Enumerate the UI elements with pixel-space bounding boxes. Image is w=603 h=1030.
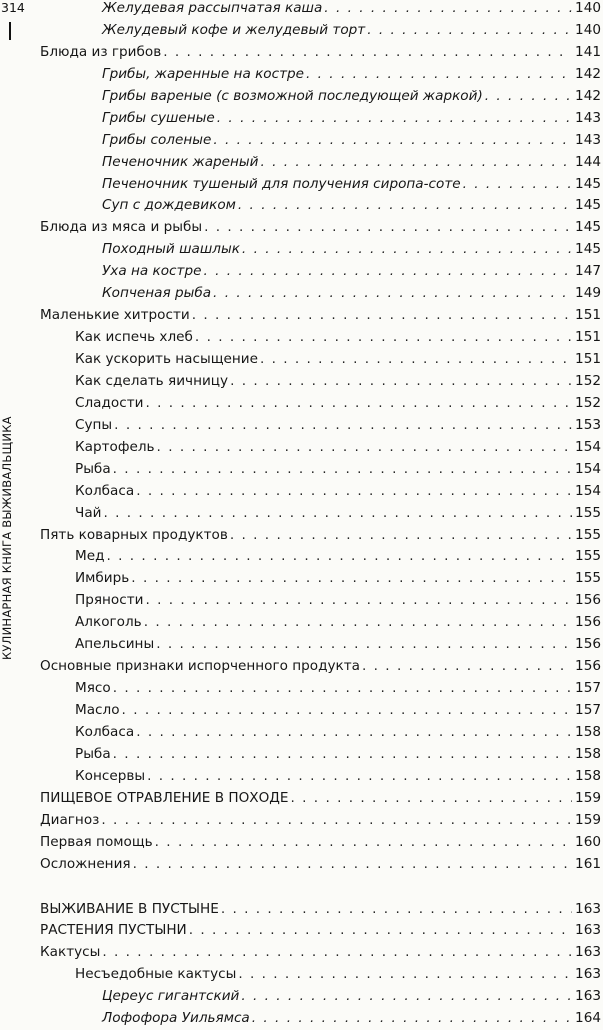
toc-entry-page: 158 [575, 745, 601, 762]
toc-entry-page: 156 [575, 592, 601, 609]
toc-entry-title: Печеночник жареный [102, 153, 259, 170]
dot-leader [261, 152, 573, 174]
toc-entry[interactable] [40, 590, 601, 612]
toc-entry[interactable] [40, 415, 601, 437]
toc-entry-page: 144 [575, 153, 601, 170]
toc-entry-page: 142 [575, 65, 601, 82]
toc-entry-page: 155 [575, 526, 601, 543]
dot-leader [189, 920, 572, 942]
dot-leader [192, 305, 572, 327]
toc-entry[interactable] [40, 634, 601, 656]
toc-entry-page: 151 [575, 329, 601, 346]
dot-leader [362, 656, 572, 678]
dot-leader [113, 744, 572, 766]
toc-entry-title: Масло [75, 702, 120, 718]
toc-entry[interactable] [40, 700, 601, 722]
dot-leader [195, 327, 572, 349]
toc-entry[interactable] [40, 810, 601, 832]
toc-entry[interactable] [40, 899, 601, 921]
dot-leader [367, 20, 572, 42]
toc-entry-title: Супы [75, 416, 113, 433]
toc-entry[interactable] [40, 239, 601, 261]
toc-entry[interactable] [40, 459, 601, 481]
toc-entry-page: 140 [575, 0, 601, 16]
toc-entry-page: 158 [575, 767, 601, 784]
toc-entry-page: 163 [575, 966, 601, 983]
toc-entry-page: 157 [575, 680, 601, 697]
toc-entry[interactable] [40, 64, 601, 86]
toc-entry-title: Чай [75, 504, 102, 521]
toc-entry-page: 163 [575, 944, 601, 961]
dot-leader [242, 239, 572, 261]
toc-entry-page: 145 [575, 241, 601, 258]
toc-entry[interactable] [40, 283, 601, 305]
toc-entry-title: Несъедобные кактусы [75, 966, 237, 983]
dot-leader [163, 42, 572, 64]
toc-entry-title: Уха на костре [102, 263, 202, 280]
toc-entry[interactable] [40, 349, 601, 371]
margin-rule [9, 22, 11, 40]
toc-entry[interactable] [40, 20, 601, 42]
dot-leader [114, 415, 572, 437]
toc-entry[interactable] [40, 612, 601, 634]
toc-entry-title: Грибы соленые [102, 131, 212, 148]
dot-leader [217, 108, 572, 130]
toc-entry-title: Цереус гигантский [102, 988, 240, 1005]
toc-entry-page: 152 [575, 372, 601, 389]
toc-entry[interactable] [40, 986, 601, 1008]
dot-leader [156, 634, 572, 656]
dot-leader [102, 942, 572, 964]
toc-entry[interactable] [40, 327, 601, 349]
toc-entry[interactable] [40, 130, 601, 152]
toc-entry-page: 152 [575, 394, 601, 411]
toc-entry-title: Печеночник тушеный для получения сиропа-соте [102, 175, 461, 192]
toc-entry[interactable] [40, 964, 601, 986]
toc-entry-page: 157 [575, 702, 601, 718]
toc-entry-title: Рыба [75, 460, 111, 477]
dot-leader [113, 678, 572, 700]
toc-entry[interactable] [40, 722, 601, 744]
toc-entry-page: 141 [575, 43, 601, 60]
toc-entry-page: 163 [575, 922, 601, 939]
toc-entry-page: 154 [575, 482, 601, 499]
toc-entry[interactable] [40, 788, 601, 810]
toc-entry-title: Основные признаки испорченного продукта [40, 658, 361, 675]
toc-entry-title: Маленькие хитрости [40, 307, 190, 324]
toc-entry-title: Походный шашлык [102, 241, 240, 258]
toc-entry-title: Консервы [75, 767, 146, 784]
toc-entry-title: Картофель [75, 438, 155, 455]
toc-entry-title: Мед [75, 548, 105, 565]
dot-leader [238, 964, 572, 986]
toc-entry[interactable] [40, 832, 601, 854]
toc-entry[interactable] [40, 744, 601, 766]
toc-entry-title: Алкоголь [75, 614, 142, 631]
toc-entry-page: 158 [575, 723, 601, 740]
toc-entry-page: 155 [575, 548, 601, 565]
toc-entry-page: 145 [575, 197, 601, 214]
dot-leader [306, 64, 572, 86]
toc-entry-page: 154 [575, 460, 601, 477]
page-margin [0, 0, 32, 1000]
toc-entry[interactable] [40, 1008, 601, 1030]
toc-entry[interactable] [40, 305, 601, 327]
toc-entry[interactable] [40, 195, 601, 217]
toc-entry[interactable] [40, 108, 601, 130]
dot-leader [260, 349, 572, 371]
toc-entry[interactable] [40, 393, 601, 415]
dot-leader [238, 195, 572, 217]
toc-entry[interactable] [40, 942, 601, 964]
toc-entry-title: Как испечь хлеб [75, 329, 193, 346]
toc-entry-title: Кактусы [40, 944, 101, 961]
dot-leader [213, 283, 572, 305]
toc-entry[interactable] [40, 503, 601, 525]
dot-leader [221, 899, 572, 921]
dot-leader [136, 722, 572, 744]
toc-entry-page: 140 [575, 21, 601, 38]
toc-entry[interactable] [40, 920, 601, 942]
toc-entry-page: 155 [575, 504, 601, 521]
dot-leader [204, 217, 572, 239]
toc-entry[interactable] [40, 481, 601, 503]
toc-entry-title: Грибы, жаренные на костре [102, 65, 305, 82]
dot-leader [133, 854, 572, 876]
toc-entry-title: Как ускорить насыщение [75, 351, 258, 367]
dot-leader [324, 0, 572, 20]
toc-entry[interactable] [40, 568, 601, 590]
toc-entry[interactable] [40, 86, 601, 108]
toc-entry[interactable] [40, 525, 601, 547]
toc-entry-title: РАСТЕНИЯ ПУСТЫНИ [40, 922, 187, 939]
toc-entry-title: ПИЩЕВОЕ ОТРАВЛЕНИЕ В ПОХОДЕ [40, 789, 289, 806]
toc-entry-page: 156 [575, 658, 601, 675]
toc-entry-title: Сладости [75, 394, 144, 411]
toc-entry-page: 143 [575, 131, 601, 148]
toc-entry-title: Блюда из мяса и рыбы [40, 219, 203, 236]
toc-entry-page: 145 [575, 175, 601, 192]
dot-leader [213, 130, 572, 152]
dot-leader [145, 590, 572, 612]
toc-entry-page: 151 [575, 307, 601, 324]
running-title: КУЛИНАРНАЯ КНИГА ВЫЖИВАЛЬЩИКА [0, 416, 14, 660]
toc-entry-page: 151 [575, 351, 601, 367]
toc-entry[interactable] [40, 437, 601, 459]
toc-entry-page: 145 [575, 219, 601, 236]
toc-entry-title: Лофофора Уильямса [102, 1010, 250, 1027]
toc-entry-title: Апельсины [75, 636, 155, 653]
toc-entry[interactable] [40, 42, 601, 64]
toc-entry-page: 147 [575, 263, 601, 280]
toc-entry-title: Грибы сушеные [102, 109, 215, 126]
toc-entry[interactable] [40, 854, 601, 876]
toc-entry-page: 154 [575, 438, 601, 455]
toc-entry-page: 156 [575, 636, 601, 653]
dot-leader [230, 525, 572, 547]
dot-leader [147, 766, 572, 788]
toc-entry[interactable] [40, 0, 601, 20]
toc-entry-title: Диагноз [40, 811, 100, 828]
dot-leader [103, 503, 572, 525]
toc-entry-title: Как сделать яичницу [75, 372, 229, 389]
toc-entry-page: 149 [575, 285, 601, 302]
page-number: 314 [1, 0, 25, 15]
dot-leader [122, 700, 573, 722]
section-gap [40, 876, 601, 899]
toc-entry-title: Осложнения [40, 855, 131, 872]
toc-entry-title: Желудевый кофе и желудевый торт [102, 21, 366, 38]
toc-entry[interactable] [40, 678, 601, 700]
toc-entry-title: Суп с дождевиком [102, 197, 236, 214]
dot-leader [145, 393, 572, 415]
dot-leader [144, 612, 572, 634]
toc-entry-page: 164 [575, 1010, 601, 1027]
toc-entry-title: Колбаса [75, 482, 135, 499]
toc-entry[interactable] [40, 546, 601, 568]
dot-leader [113, 459, 572, 481]
dot-leader [131, 568, 572, 590]
toc-entry-title: Блюда из грибов [40, 43, 162, 60]
toc-entry[interactable] [40, 766, 601, 788]
toc-entry-title: Пять коварных продуктов [40, 526, 228, 543]
dot-leader [252, 1008, 572, 1030]
toc-entry-title: Имбирь [75, 570, 130, 587]
toc-entry-title: Грибы вареные (с возможной последующей жаркой) [102, 87, 483, 104]
toc-entry-page: 160 [575, 833, 601, 850]
dot-leader [157, 437, 573, 459]
toc-entry-title: Первая помощь [40, 833, 153, 850]
dot-leader [101, 810, 572, 832]
dot-leader [107, 546, 573, 568]
toc-entry-page: 156 [575, 614, 601, 631]
toc-entry[interactable] [40, 371, 601, 393]
toc-entry[interactable] [40, 152, 601, 174]
toc-entry-page: 155 [575, 570, 601, 587]
toc-entry[interactable] [40, 656, 601, 678]
toc-entry-title: Рыба [75, 745, 111, 762]
toc-entry-page: 153 [575, 416, 601, 433]
toc-entry-page: 142 [575, 87, 601, 104]
dot-leader [136, 481, 572, 503]
toc-entry-page: 159 [575, 789, 601, 806]
toc-entry-page: 163 [575, 988, 601, 1005]
toc-entry-title: Колбаса [75, 723, 135, 740]
toc-entry-page: 143 [575, 109, 601, 126]
toc-entry[interactable] [40, 261, 601, 283]
toc-entry-title: Желудевая рассыпчатая каша [102, 0, 323, 16]
toc-entry-title: Пряности [75, 592, 144, 609]
dot-leader [230, 371, 572, 393]
toc-entry-page: 161 [575, 855, 601, 872]
toc-entry-title: Мясо [75, 680, 111, 697]
toc-entry-title: ВЫЖИВАНИЕ В ПУСТЫНЕ [40, 900, 219, 917]
table-of-contents [40, 0, 601, 1030]
toc-entry[interactable] [40, 174, 601, 196]
toc-entry-page: 159 [575, 811, 601, 828]
toc-entry-title: Копченая рыба [102, 285, 212, 302]
dot-leader [485, 86, 572, 108]
dot-leader [291, 788, 573, 810]
dot-leader [241, 986, 572, 1008]
toc-entry[interactable] [40, 217, 601, 239]
dot-leader [463, 174, 572, 196]
dot-leader [203, 261, 572, 283]
toc-entry-page: 163 [575, 900, 601, 917]
dot-leader [155, 832, 572, 854]
